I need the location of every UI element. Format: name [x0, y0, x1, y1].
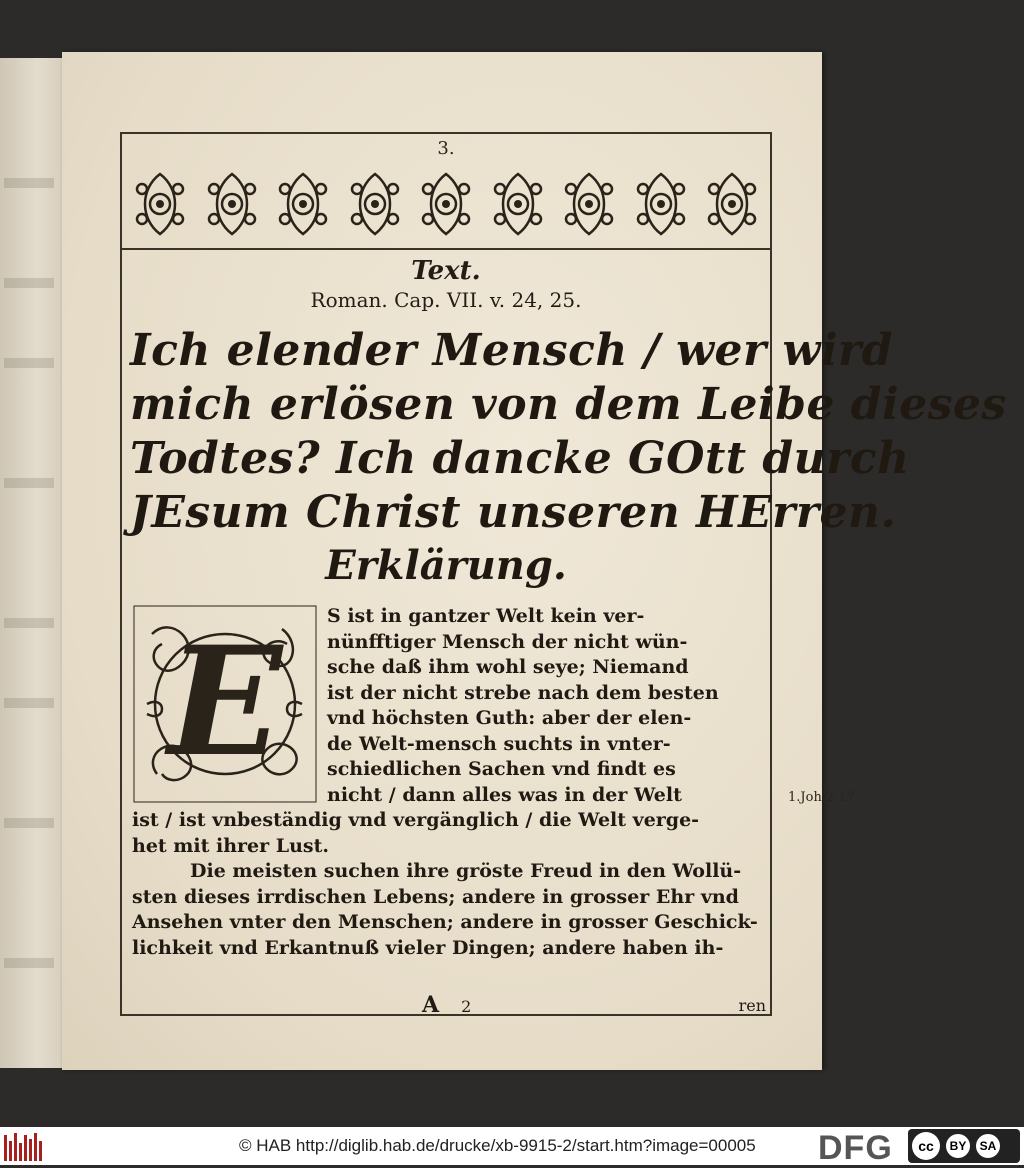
hab-logo-icon — [4, 1131, 44, 1161]
verse-line: mich erlösen von dem Leibe dieses — [130, 379, 1007, 430]
body-line: Ansehen vnter den Menschen; andere in grosser Geschick- — [132, 911, 758, 933]
bible-reference: Roman. Cap. VII. v. 24, 25. — [310, 288, 582, 312]
verse-line: JEsum Christ unseren HErren. — [130, 487, 897, 538]
body-line: de Welt-mensch suchts in vnter- — [327, 732, 671, 755]
ornament-icon — [202, 169, 262, 239]
body-line: nicht / dann alles was in der Welt — [327, 783, 682, 806]
body-line: nünfftiger Mensch der nicht wün- — [327, 630, 688, 653]
body-line: lichkeit vnd Erkantnuß vieler Dingen; andere haben ih- — [132, 936, 724, 959]
ornament-icon — [631, 169, 691, 239]
ornament-rule — [122, 248, 770, 250]
ornament-icon — [345, 169, 405, 239]
cc-sa-icon: SA — [976, 1134, 1000, 1158]
body-line: ist der nicht strebe nach dem besten — [327, 681, 719, 704]
copyright-link[interactable]: © HAB http://diglib.hab.de/drucke/xb-9915-2/start.htm?image=00005 — [239, 1136, 756, 1155]
cc-icon: cc — [912, 1132, 940, 1160]
body-line: vnd höchsten Guth: aber der elen- — [327, 707, 692, 729]
signature-number: 2 — [461, 997, 472, 1016]
ornament-icon — [416, 169, 476, 239]
page-number: 3. — [437, 138, 455, 159]
body-line: S ist in gantzer Welt kein ver- — [327, 605, 645, 627]
margin-note: 1.Joh.2.17. — [788, 790, 860, 805]
signature-letter: A — [422, 992, 440, 1018]
section-heading: Erklärung. — [325, 542, 567, 589]
verse-line: Ich elender Mensch / wer wird — [130, 325, 893, 376]
dfg-logo[interactable]: DFG — [818, 1129, 893, 1167]
cc-license-badge[interactable] — [908, 1129, 1020, 1163]
decorated-initial-icon — [132, 604, 318, 804]
text-title: Text. — [411, 256, 481, 286]
book-page — [62, 52, 1007, 1070]
ornament-icon — [559, 169, 619, 239]
ornament-icon — [130, 169, 190, 239]
previous-page-edge — [0, 58, 63, 1068]
body-line: ist / ist vnbeständig vnd vergänglich / die Welt verge- — [132, 809, 700, 831]
body-line: sten dieses irrdischen Lebens; andere in grosser Ehr vnd — [132, 885, 739, 908]
verse-block — [130, 324, 1007, 540]
body-text — [132, 808, 764, 961]
svg-text:E: E — [167, 614, 283, 790]
ornament-icon — [702, 169, 762, 239]
catchword: ren — [738, 996, 766, 1015]
ornament-icon — [488, 169, 548, 239]
ornament-icon — [273, 169, 333, 239]
ornament-band — [130, 164, 762, 244]
cc-by-icon: BY — [946, 1134, 970, 1158]
body-line: sche daß ihm wohl seye; Niemand — [327, 656, 689, 678]
body-line: Die meisten suchen ihre gröste Freud in den Wollü- — [190, 860, 742, 882]
verse-line: Todtes? Ich dancke GOtt durch — [130, 433, 910, 484]
body-line: het mit ihrer Lust. — [132, 834, 330, 857]
body-line: schiedlichen Sachen vnd findt es — [327, 758, 676, 780]
signature-mark — [422, 992, 471, 1018]
body-beside-initial — [327, 604, 764, 808]
